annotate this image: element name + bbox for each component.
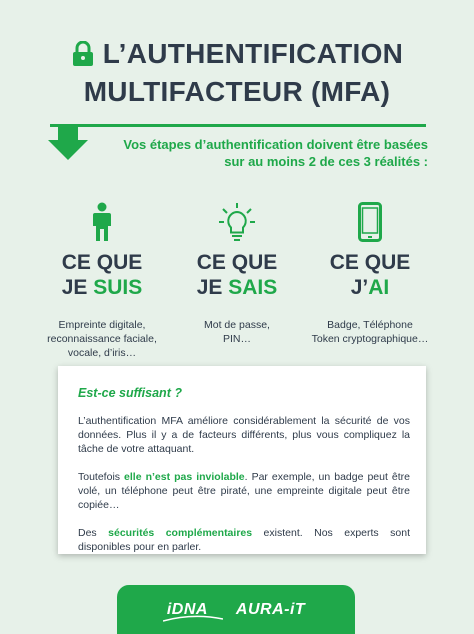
factor-heading-prefix: JE bbox=[61, 276, 94, 299]
card-paragraph-2 bbox=[78, 470, 410, 512]
info-card bbox=[58, 366, 426, 554]
idna-logo-text: iDNA bbox=[166, 600, 208, 618]
desc-line: Mot de passe, bbox=[204, 319, 270, 331]
factor-description bbox=[27, 318, 177, 360]
lock-icon bbox=[71, 41, 95, 67]
card-paragraph-3 bbox=[78, 526, 410, 554]
text-segment: existent. Nos experts sont disponibles pour en parler. bbox=[78, 527, 410, 553]
factor-heading-highlight: SAIS bbox=[228, 276, 278, 299]
intro-text bbox=[108, 136, 428, 170]
intro-line-1: Vos étapes d’authentification doivent être basées bbox=[123, 137, 428, 152]
factor-heading-line1: CE QUE bbox=[329, 251, 411, 274]
desc-line: Token cryptographique… bbox=[311, 333, 429, 345]
aurait-logo bbox=[236, 601, 305, 619]
desc-line: Empreinte digitale, bbox=[58, 319, 146, 331]
factor-column-suis bbox=[27, 198, 177, 360]
factor-heading bbox=[295, 250, 445, 300]
desc-line: Badge, Téléphone bbox=[327, 319, 413, 331]
title-block bbox=[0, 38, 474, 108]
lightbulb-icon bbox=[219, 202, 255, 242]
footer-logos bbox=[117, 585, 355, 634]
factor-description bbox=[295, 318, 445, 346]
title-line-1 bbox=[0, 38, 474, 70]
text-highlight: sécurités complémentaires bbox=[108, 527, 253, 539]
card-paragraph-1: L’authentification MFA améliore considérablement la sécurité de vos données. Plus il y a de facteurs différents, plus vous compliquez la tâche de votre attaquant. bbox=[78, 415, 410, 455]
factor-heading-highlight: AI bbox=[368, 276, 390, 299]
intro-line-2: sur au moins 2 de ces 3 réalités : bbox=[224, 154, 428, 169]
factor-heading bbox=[27, 250, 177, 300]
factor-heading-highlight: SUIS bbox=[93, 276, 143, 299]
factor-column-ai bbox=[295, 198, 445, 346]
factor-heading-prefix: J’ bbox=[350, 276, 369, 299]
page-title-line1: L’AUTHENTIFICATION bbox=[102, 38, 404, 69]
text-segment: Des bbox=[78, 527, 109, 539]
factor-column-sais bbox=[162, 198, 312, 346]
factor-heading-line1: CE QUE bbox=[61, 251, 143, 274]
smartphone-icon bbox=[358, 202, 382, 242]
factor-heading-prefix: JE bbox=[196, 276, 229, 299]
person-icon bbox=[91, 202, 113, 242]
desc-line: PIN… bbox=[222, 333, 251, 345]
factor-heading bbox=[162, 250, 312, 300]
factor-heading-line1: CE QUE bbox=[196, 251, 278, 274]
divider bbox=[50, 124, 426, 127]
factor-description bbox=[162, 318, 312, 346]
text-segment: . Par exemple, un badge peut être volé, un téléphone peut être piraté, une empreinte digitale peut être copiée… bbox=[78, 471, 410, 511]
swoosh-icon bbox=[163, 613, 223, 623]
desc-line: vocale, d’iris… bbox=[67, 347, 137, 359]
card-question: Est-ce suffisant ? bbox=[78, 386, 182, 400]
desc-line: reconnaissance faciale, bbox=[47, 333, 157, 345]
page-title-line2: MULTIFACTEUR (MFA) bbox=[83, 76, 391, 107]
text-highlight: elle n’est pas inviolable bbox=[124, 471, 245, 483]
idna-logo bbox=[167, 601, 208, 619]
text-segment: Toutefois bbox=[78, 471, 125, 483]
arrow-down-icon bbox=[48, 126, 88, 160]
aurait-logo-text: AURA-iT bbox=[235, 600, 306, 618]
